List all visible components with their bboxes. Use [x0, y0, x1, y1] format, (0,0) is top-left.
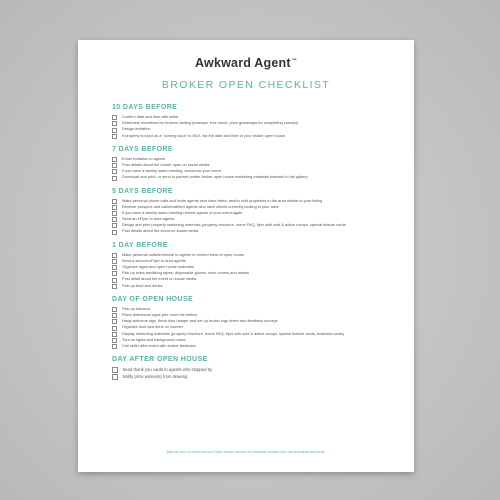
- checklist-item: [112, 228, 384, 234]
- brand-name: Awkward Agent: [195, 56, 291, 70]
- checklist-item-text: Send a second eFlyer to area agents: [122, 257, 186, 263]
- trademark-symbol: ™: [291, 57, 297, 64]
- checklist-item-text: Confirm date and time with seller: [122, 114, 179, 119]
- checklist-item-text: Turn on lights and background music: [122, 336, 186, 342]
- checklist-item-text: Hang welcome sign, floral door hanger and set up broker sign sheet and feedback surveys: [122, 318, 278, 324]
- checkbox[interactable]: [112, 326, 117, 331]
- checkbox[interactable]: [112, 278, 117, 283]
- checklist-section: [112, 104, 384, 139]
- checklist-item-text: Pick up extra sanitizing wipes, disposable gloves, shoe covers and masks: [122, 270, 249, 276]
- checklist-item-text: Organize signs and open house materials: [122, 264, 194, 269]
- section-title: DAY AFTER OPEN HOUSE: [112, 356, 208, 364]
- brand-logo: [78, 56, 414, 70]
- checklist-item-text: Email invitation to agents: [122, 155, 166, 161]
- checkbox[interactable]: [112, 230, 117, 235]
- page-title: BROKER OPEN CHECKLIST: [161, 79, 331, 91]
- checklist-section: [112, 188, 384, 235]
- checklist-page: [78, 40, 414, 472]
- checkbox[interactable]: [112, 128, 117, 133]
- checklist-item: [112, 174, 384, 180]
- checklist-item: [112, 283, 384, 289]
- footer-note: Also be sure to check out our Open House section for branded creative you can download and print.: [166, 450, 326, 454]
- checklist-item-text: Display marketing materials (property brochure, home FAQ, flyer with sold & active comps, special feature cards, business cards): [122, 330, 345, 336]
- section-title: 10 DAYS BEFORE: [112, 104, 178, 111]
- checklist-item-text: Organize food and drink on counter: [122, 324, 183, 330]
- checkbox[interactable]: [112, 284, 117, 289]
- checkbox[interactable]: [112, 307, 117, 312]
- checkbox[interactable]: [112, 176, 117, 181]
- checkbox[interactable]: [112, 332, 117, 337]
- checklist-item-text: Post details about the broker open on social media: [122, 161, 210, 167]
- checkbox[interactable]: [112, 344, 117, 349]
- checkbox[interactable]: [112, 313, 117, 318]
- checkbox[interactable]: [112, 134, 117, 139]
- checkbox[interactable]: [112, 199, 117, 204]
- checklist-item: [112, 366, 384, 373]
- checkbox[interactable]: [112, 319, 117, 324]
- checkbox[interactable]: [112, 367, 118, 373]
- checkbox[interactable]: [112, 115, 117, 120]
- checklist-section: [112, 356, 384, 380]
- checklist-item-text: Send an eFlyer to area agents: [122, 216, 175, 222]
- checklist-item-text: Design and print property marketing materials (property brochure, home FAQ, flyer with sold & active comps, special feature cards: [122, 222, 346, 228]
- checkbox[interactable]: [112, 163, 117, 168]
- checklist-item-text: Make personal calls/text/email to agents to remind them of open house: [122, 251, 244, 257]
- checkbox[interactable]: [112, 157, 117, 162]
- section-title: DAY OF OPEN HOUSE: [112, 295, 194, 303]
- checklist-item-text: Pick up food and drinks: [122, 282, 163, 288]
- checklist-sections: [112, 104, 384, 387]
- checkbox[interactable]: [112, 205, 117, 210]
- checklist-item-text: Determine incentives for brokers visiting (example: free lunch, prize giveaways for completing surveys): [122, 120, 299, 126]
- checklist-item-text: Place directional signs (the more the better): [122, 311, 198, 317]
- checkbox[interactable]: [112, 259, 117, 264]
- checklist-item-text: Download and print, or send to partner printer broker open house marketing materials featured in the gallery: [122, 174, 308, 180]
- checkbox[interactable]: [112, 121, 117, 126]
- checkbox[interactable]: [112, 211, 117, 216]
- checkbox[interactable]: [112, 374, 118, 380]
- checklist-item-text: Reverse prospect and call/email/text agents who have clients currently looking in your area: [122, 203, 279, 209]
- section-title: 1 DAY BEFORE: [112, 241, 168, 249]
- checklist-section: [112, 242, 384, 289]
- checkbox[interactable]: [112, 169, 117, 174]
- checklist-item-text: Make personal phone calls and invite agents who have listed, and/or sold properties in the area similar to your listing: [122, 197, 323, 203]
- checklist-item-text: Send thank you cards to agents who stopped by: [122, 367, 212, 373]
- checklist-item: [112, 343, 384, 349]
- checklist-item-text: Design invitation: [122, 126, 151, 132]
- checklist-item-text: If property is input as a "coming soon" in MLS, list the date and time of your broker open house: [122, 132, 286, 138]
- checklist-item-text: Post details about the event on social media: [122, 228, 199, 234]
- checklist-item-text: If you have a weekly sales meeting, announce your event: [122, 168, 221, 174]
- checkbox[interactable]: [112, 265, 117, 270]
- checkbox[interactable]: [112, 217, 117, 222]
- checklist-item-text: Pick up balloons: [122, 305, 151, 311]
- checklist-item-text: Post detail about the event on social media: [122, 276, 197, 282]
- checklist-section: [112, 296, 384, 349]
- checklist-item-text: Notify prize winner(s) from drawing: [122, 374, 188, 380]
- checkbox[interactable]: [112, 223, 117, 228]
- checklist-item-text: Call seller after event with broker feedback: [122, 342, 196, 348]
- checklist-item-text: If you have a weekly sales meeting remind agents of your event again: [122, 209, 243, 215]
- checklist-item: [112, 133, 384, 139]
- section-title: 7 DAYS BEFORE: [112, 145, 173, 153]
- checklist-item: [112, 373, 384, 380]
- checkbox[interactable]: [112, 253, 117, 258]
- checkbox[interactable]: [112, 338, 117, 343]
- checklist-section: [112, 146, 384, 181]
- section-title: 5 DAYS BEFORE: [112, 187, 173, 195]
- checkbox[interactable]: [112, 271, 117, 276]
